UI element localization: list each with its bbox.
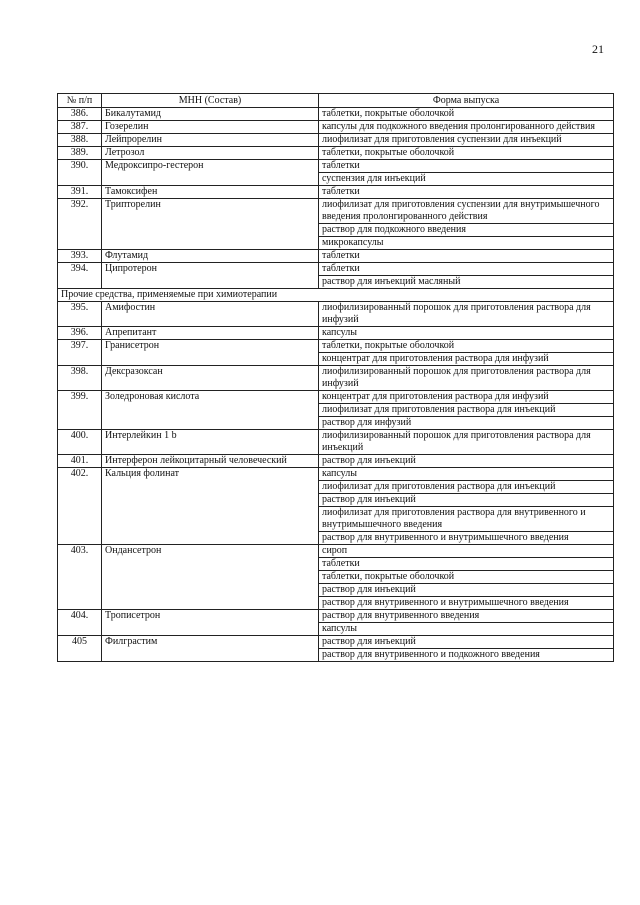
table-row	[58, 186, 614, 199]
release-form: раствор для инфузий	[319, 417, 614, 430]
row-number: 403.	[58, 545, 102, 610]
row-number: 387.	[58, 121, 102, 134]
table-row	[58, 147, 614, 160]
drug-name: Амифостин	[102, 302, 319, 327]
table-row	[58, 134, 614, 147]
release-form: концентрат для приготовления раствора для инфузий	[319, 391, 614, 404]
row-number: 398.	[58, 366, 102, 391]
release-form: лиофилизат для приготовления раствора для инъекций	[319, 481, 614, 494]
drug-name: Летрозол	[102, 147, 319, 160]
drug-name: Ципротерон	[102, 263, 319, 289]
section-title: Прочие средства, применяемые при химиотерапии	[58, 289, 614, 302]
release-form: раствор для внутривенного и внутримышечного введения	[319, 532, 614, 545]
drug-name: Апрепитант	[102, 327, 319, 340]
drug-name: Флутамид	[102, 250, 319, 263]
table-row	[58, 199, 614, 224]
drug-name: Лейпрорелин	[102, 134, 319, 147]
table-row	[58, 327, 614, 340]
release-form: таблетки, покрытые оболочкой	[319, 147, 614, 160]
row-number: 397.	[58, 340, 102, 366]
table-row	[58, 160, 614, 173]
row-number: 392.	[58, 199, 102, 250]
release-form: раствор для внутривенного и подкожного введения	[319, 649, 614, 662]
release-form: раствор для инъекций масляный	[319, 276, 614, 289]
drug-name: Гозерелин	[102, 121, 319, 134]
drug-name: Филграстим	[102, 636, 319, 662]
release-form: раствор для инъекций	[319, 455, 614, 468]
release-form: раствор для инъекций	[319, 494, 614, 507]
table-row	[58, 302, 614, 327]
release-form: таблетки, покрытые оболочкой	[319, 340, 614, 353]
release-form: таблетки, покрытые оболочкой	[319, 571, 614, 584]
header-number: № п/п	[58, 94, 102, 108]
release-form: раствор для подкожного введения	[319, 224, 614, 237]
table-row	[58, 455, 614, 468]
drug-name: Трипторелин	[102, 199, 319, 250]
row-number: 390.	[58, 160, 102, 186]
drug-name: Бикалутамид	[102, 108, 319, 121]
drug-name: Гранисетрон	[102, 340, 319, 366]
release-form: таблетки	[319, 160, 614, 173]
page-number: 21	[592, 42, 604, 56]
row-number: 389.	[58, 147, 102, 160]
drug-name: Медроксипро-гестерон	[102, 160, 319, 186]
release-form: сироп	[319, 545, 614, 558]
table-row	[58, 250, 614, 263]
row-number: 388.	[58, 134, 102, 147]
table-row	[58, 545, 614, 558]
release-form: лиофилизированный порошок для приготовления раствора для инъекций	[319, 430, 614, 455]
row-number: 396.	[58, 327, 102, 340]
release-form: лиофилизированный порошок для приготовления раствора для инфузий	[319, 366, 614, 391]
table-row	[58, 430, 614, 455]
drug-name: Трописетрон	[102, 610, 319, 636]
drug-name: Ондансетрон	[102, 545, 319, 610]
release-form: таблетки	[319, 263, 614, 276]
release-form: таблетки	[319, 186, 614, 199]
drug-name: Дексразоксан	[102, 366, 319, 391]
release-form: капсулы	[319, 468, 614, 481]
row-number: 405	[58, 636, 102, 662]
row-number: 386.	[58, 108, 102, 121]
drug-name: Кальция фолинат	[102, 468, 319, 545]
table-body	[58, 108, 614, 662]
row-number: 394.	[58, 263, 102, 289]
section-row	[58, 289, 614, 302]
release-form: лиофилизат для приготовления раствора для внутривенного и внутримышечного введения	[319, 507, 614, 532]
release-form: капсулы для подкожного введения пролонгированного действия	[319, 121, 614, 134]
row-number: 399.	[58, 391, 102, 430]
row-number: 402.	[58, 468, 102, 545]
table-row	[58, 121, 614, 134]
release-form: лиофилизированный порошок для приготовления раствора для инфузий	[319, 302, 614, 327]
release-form: раствор для инъекций	[319, 636, 614, 649]
row-number: 401.	[58, 455, 102, 468]
row-number: 393.	[58, 250, 102, 263]
row-number: 395.	[58, 302, 102, 327]
table-row	[58, 468, 614, 481]
header-name: МНН (Состав)	[102, 94, 319, 108]
release-form: таблетки	[319, 558, 614, 571]
release-form: концентрат для приготовления раствора для инфузий	[319, 353, 614, 366]
row-number: 404.	[58, 610, 102, 636]
release-form: лиофилизат для приготовления суспензии для внутримышечного введения пролонгированного действия	[319, 199, 614, 224]
drug-name: Тамоксифен	[102, 186, 319, 199]
table-row	[58, 263, 614, 276]
release-form: раствор для внутривенного и внутримышечного введения	[319, 597, 614, 610]
table-row	[58, 108, 614, 121]
drug-name: Интерферон лейкоцитарный человеческий	[102, 455, 319, 468]
table-row	[58, 610, 614, 623]
table-row	[58, 340, 614, 353]
release-form: капсулы	[319, 327, 614, 340]
release-form: таблетки, покрытые оболочкой	[319, 108, 614, 121]
table-header-row	[58, 94, 614, 108]
table-row	[58, 636, 614, 649]
row-number: 400.	[58, 430, 102, 455]
release-form: раствор для инъекций	[319, 584, 614, 597]
row-number: 391.	[58, 186, 102, 199]
header-form: Форма выпуска	[319, 94, 614, 108]
release-form: лиофилизат для приготовления суспензии для инъекций	[319, 134, 614, 147]
table-row	[58, 391, 614, 404]
release-form: капсулы	[319, 623, 614, 636]
drug-name: Золедроновая кислота	[102, 391, 319, 430]
release-form: суспензия для инъекций	[319, 173, 614, 186]
release-form: лиофилизат для приготовления раствора для инъекций	[319, 404, 614, 417]
release-form: таблетки	[319, 250, 614, 263]
table-row	[58, 366, 614, 391]
drug-name: Интерлейкин 1 b	[102, 430, 319, 455]
release-form: микрокапсулы	[319, 237, 614, 250]
drug-table	[57, 93, 614, 662]
release-form: раствор для внутривенного введения	[319, 610, 614, 623]
